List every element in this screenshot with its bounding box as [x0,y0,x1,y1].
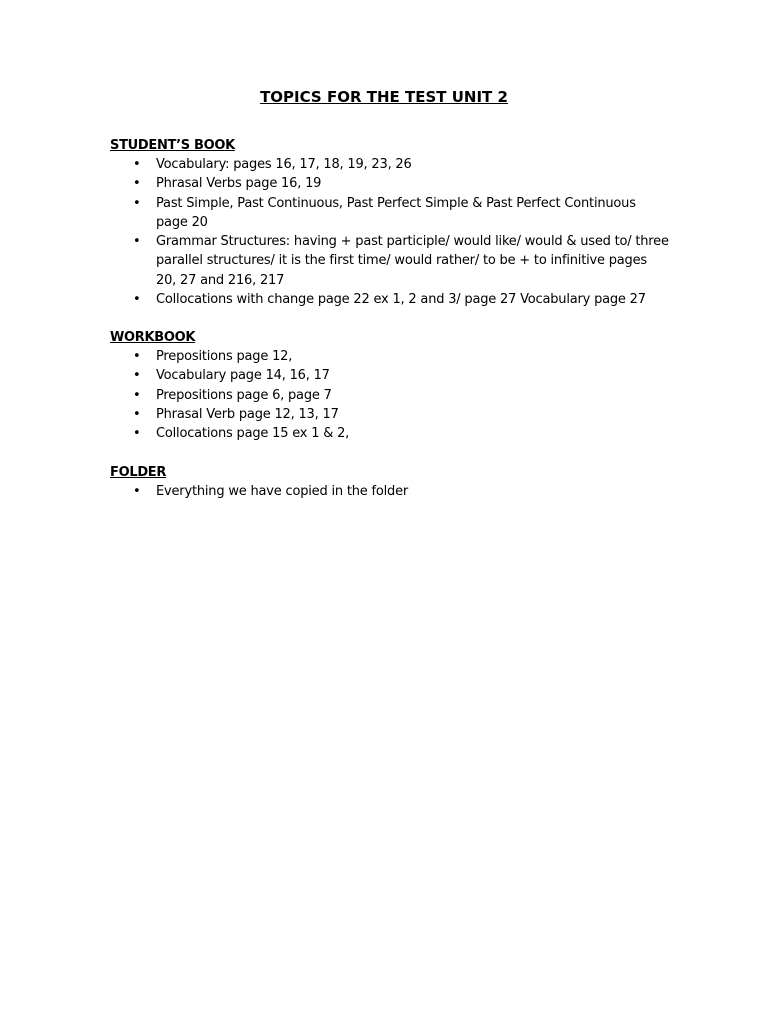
workbook-list [110,347,670,443]
section-workbook [110,328,670,443]
bullet-icon: • [133,292,141,308]
list-item-text: Phrasal Verb page 12, 13, 17 [156,406,339,422]
students-book-list [110,155,670,309]
list-item-text: Everything we have copied in the folder [156,484,409,499]
list-item-text: Grammar Structures: having + past participle/ would like/ would & used to/ three parallel structures/ it is the first time/ would rather/ to be + to infinitive pages 20, 27 and 216, 217 [156,234,669,288]
list-item-text: Phrasal Verbs page 16, 19 [156,176,322,192]
list-item [110,424,670,443]
list-item [110,232,670,290]
list-item-text: Vocabulary: pages 16, 17, 18, 19, 23, 26 [156,157,412,172]
list-item [110,366,670,385]
bullet-icon: • [133,176,141,192]
list-item [110,290,670,309]
bullet-icon: • [133,195,141,211]
list-item [110,405,670,424]
list-item [110,194,670,233]
bullet-icon: • [133,406,141,422]
section-folder [110,463,670,501]
section-heading-workbook: WORKBOOK [110,330,196,345]
page-title: TOPICS FOR THE TEST UNIT 2 [260,88,508,106]
bullet-icon: • [133,368,141,384]
list-item [110,155,670,174]
list-item-text: Prepositions page 6, page 7 [156,387,332,403]
section-heading-students-book: STUDENT’S BOOK [110,138,235,153]
bullet-icon: • [133,234,141,250]
bullet-icon: • [133,349,141,364]
list-item-text: Vocabulary page 14, 16, 17 [156,368,330,384]
section-heading-folder: FOLDER [110,465,167,480]
list-item-text: Prepositions page 12, [156,349,293,364]
folder-list [110,482,670,501]
list-item [110,482,670,501]
list-item [110,174,670,193]
list-item [110,386,670,405]
section-students-book [110,136,670,309]
list-item-text: Past Simple, Past Continuous, Past Perfect Simple & Past Perfect Continuous page 20 [156,195,636,230]
bullet-icon: • [133,157,141,172]
bullet-icon: • [133,387,141,403]
list-item-text: Collocations page 15 ex 1 & 2, [156,426,350,442]
bullet-icon: • [133,426,141,442]
list-item-text: Collocations with change page 22 ex 1, 2 and 3/ page 27 Vocabulary page 27 [156,292,646,308]
list-item [110,347,670,366]
bullet-icon: • [133,484,141,499]
